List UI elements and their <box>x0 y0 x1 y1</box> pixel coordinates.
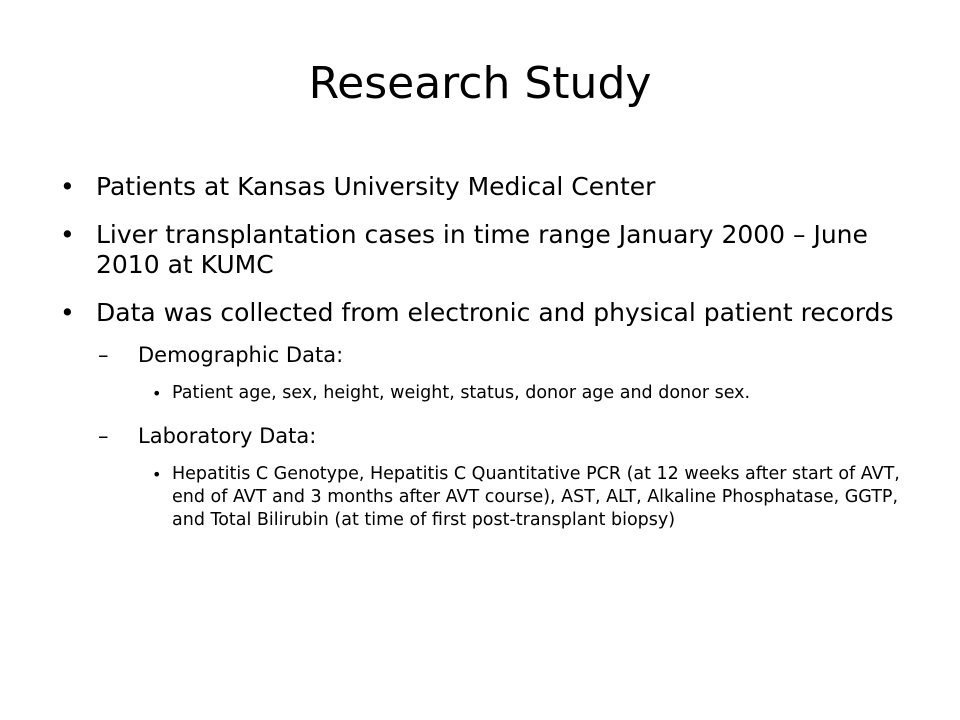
sub-bullet-text: Laboratory Data: <box>138 424 317 448</box>
dash-marker: – <box>98 343 109 367</box>
detail-item <box>0 382 960 405</box>
detail-text: Patient age, sex, height, weight, status, donor age and donor sex. <box>172 383 751 403</box>
sub-bullet-text: Demographic Data: <box>138 343 344 367</box>
bullet-marker: • <box>152 465 162 484</box>
bullet-marker: • <box>152 384 162 403</box>
bullet-marker: • <box>60 172 75 201</box>
bullet-item <box>0 220 960 280</box>
bullet-marker: • <box>60 220 75 249</box>
detail-text: Hepatitis C Genotype, Hepatitis C Quantitative PCR (at 12 weeks after start of AVT, end of AVT and 3 months after AVT course), AST, ALT, Alkaline Phosphatase, GGTP, and Total Bilirubin (at time of first post-transplant biopsy) <box>172 464 900 530</box>
bullet-marker: • <box>60 298 75 327</box>
bullet-text: Patients at Kansas University Medical Center <box>96 172 656 201</box>
bullet-item <box>0 298 960 328</box>
slide-body <box>0 172 960 546</box>
bullet-item <box>0 172 960 202</box>
sub-bullet-item <box>0 342 960 368</box>
bullet-text: Data was collected from electronic and physical patient records <box>96 298 894 327</box>
detail-item <box>0 463 960 532</box>
dash-marker: – <box>98 424 109 448</box>
bullet-text: Liver transplantation cases in time range January 2000 – June 2010 at KUMC <box>96 220 868 279</box>
sub-bullet-item <box>0 423 960 449</box>
slide-title: Research Study <box>308 58 652 109</box>
